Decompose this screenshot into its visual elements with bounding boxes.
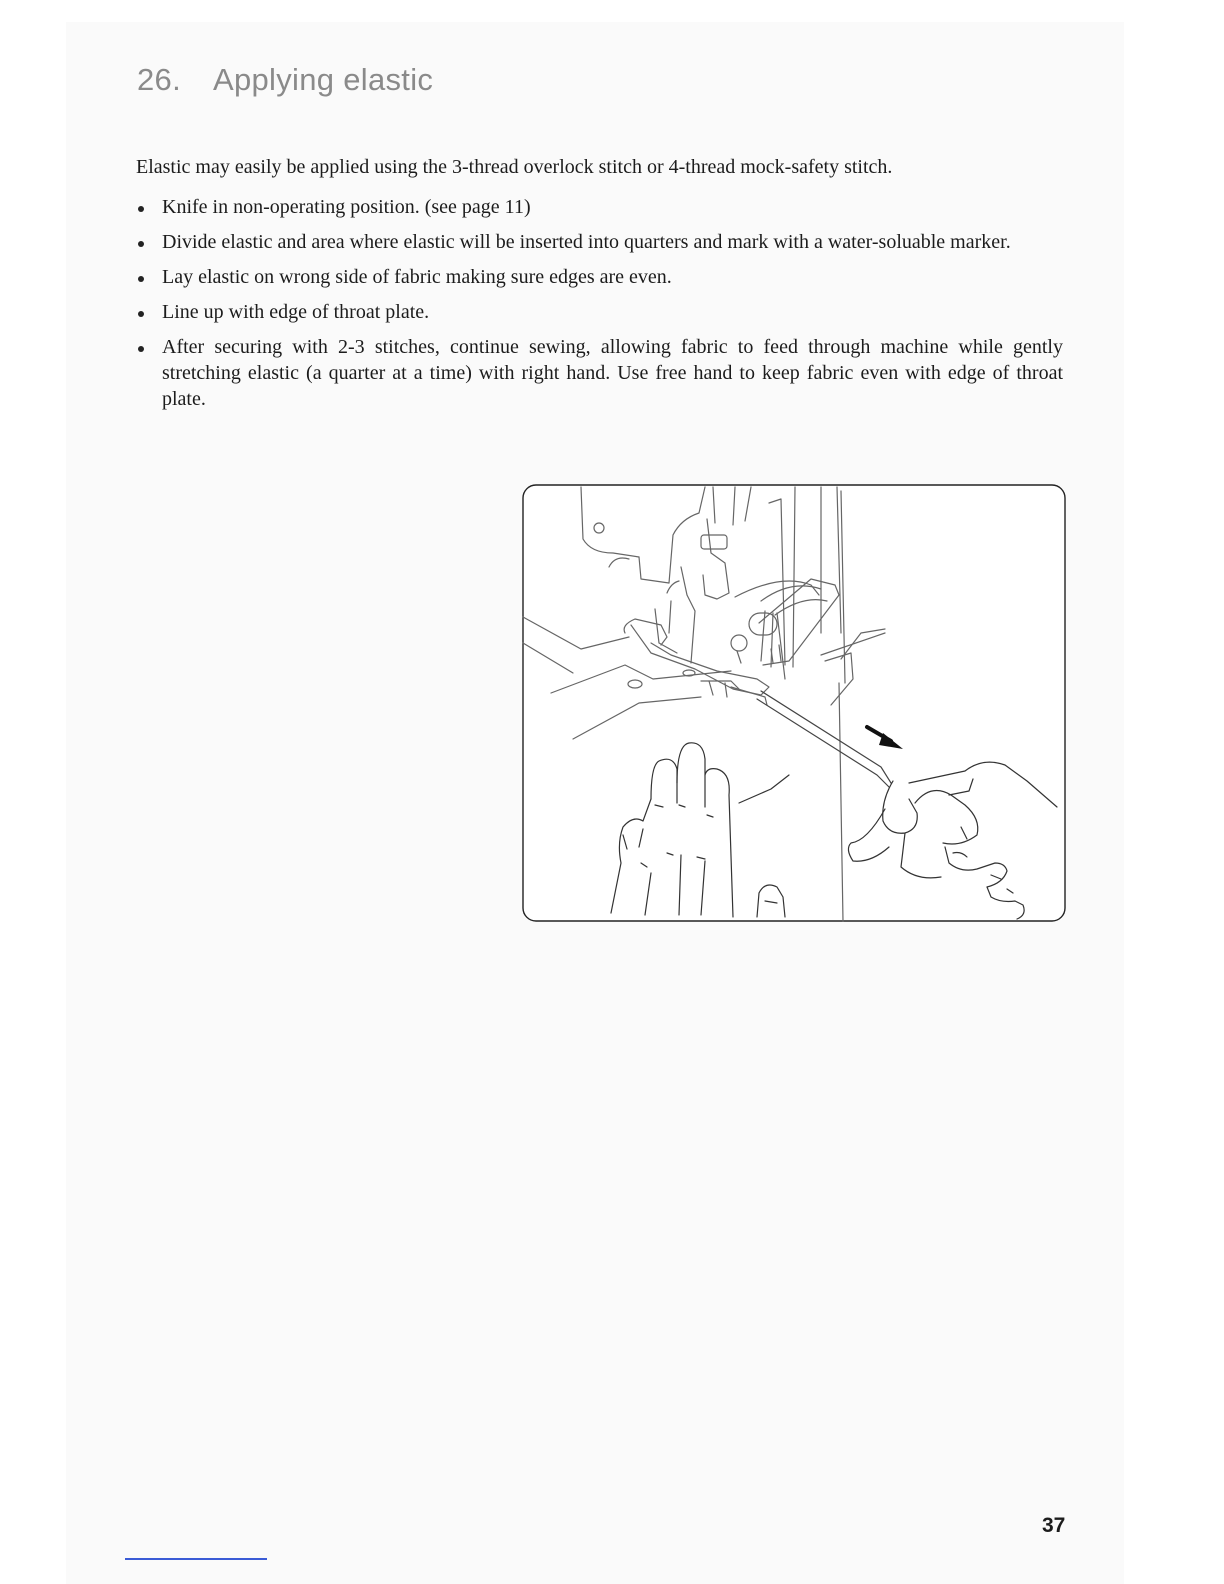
- serger-illustration: [521, 483, 1067, 925]
- section-heading: [137, 62, 433, 98]
- section-number: 26.: [137, 62, 181, 97]
- list-item: After securing with 2-3 stitches, continue sewing, allowing fabric to feed through machine while gently stretching elastic (a quarter at a time) with right hand. Use free hand to keep fabric even with edge of throat plate.: [133, 334, 1063, 412]
- list-item: Lay elastic on wrong side of fabric making sure edges are even.: [133, 264, 1063, 290]
- section-title: Applying elastic: [213, 62, 434, 97]
- list-item: Knife in non-operating position. (see page 11): [133, 194, 1063, 220]
- instruction-list: [133, 194, 1063, 421]
- list-item: Line up with edge of throat plate.: [133, 299, 1063, 325]
- intro-paragraph: Elastic may easily be applied using the 3-thread overlock stitch or 4-thread mock-safety stitch.: [136, 156, 893, 178]
- footer-rule: [125, 1558, 267, 1560]
- list-item: Divide elastic and area where elastic will be inserted into quarters and mark with a water-soluable marker.: [133, 229, 1063, 255]
- page-number: 37: [1042, 1514, 1066, 1537]
